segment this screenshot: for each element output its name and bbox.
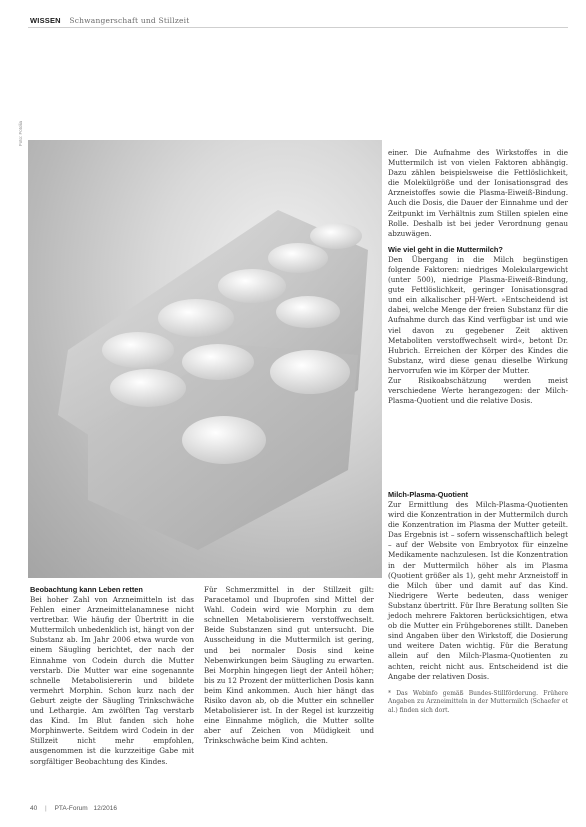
- sidebar-middle: [204, 585, 374, 747]
- running-title: Schwangerschaft und Stillzeit: [69, 16, 190, 25]
- page-footer: [30, 805, 117, 812]
- pills-photo: [28, 140, 382, 578]
- header-divider: [28, 27, 568, 28]
- paragraph-risk-assessment: Zur Risikoabschätzung werden meist verschiedene Werte herangezogen: der Milch-Plasma-Quotient und die relative Dosis.: [388, 375, 568, 406]
- paragraph-observation: Bei hoher Zahl von Arzneimitteln ist das Fehlen einer Arzneimittelanamnese nicht vertretbar. Wie häufig der Übertritt in die Muttermilch unbedenklich ist, hängt von der Substanz ab. Im Jahr 2006 etwa wurde von einem Säugling berichtet, der nach der Einnahme von Codein durch die Mutter verstarb. Die Mutter war eine sogenannte schnelle Metabolisiererin und bildete vermehrt Morphin. Schon kurz nach der Geburt zeigte der Säugling Trinkschwäche und Lethargie. Am zwölften Tag verstarb das Kind. Im Blut fanden sich hohe Morphinwerte. Seitdem wird Codein in der Stillzeit nicht mehr empfohlen, ausgenommen ist die kurzzeitige Gabe mit sorgfältiger Beobachtung des Kindes.: [30, 595, 194, 766]
- issue-number: 12/2016: [93, 805, 117, 812]
- paragraph-milk-transfer: Den Übergang in die Milch begünstigen folgende Faktoren: niedriges Molekulargewicht (unter 500), niedrige Plasma-Eiweiß-Bindung, gute Fettlöslichkeit, geringer Ionisationsgrad und ein alkalischer pH-Wert. »Entscheidend ist dabei, welche Menge der freien Substanz für die Aufnahme durch das Kind verfügbar ist und wie viel davon zu gegebener Zeit aktiven Metaboliten verstoffwechselt wird«, betont Dr. Hubrich. Erreichen der Körper des Kindes die Substanz, wird diese genau dieselbe Wirkung hervorrufen wie im Körper der Mutter.: [388, 254, 568, 375]
- right-column-top: [388, 148, 568, 406]
- heading-milk-transfer: Wie viel geht in die Muttermilch?: [388, 244, 503, 254]
- publication-name: PTA-Forum: [54, 805, 88, 812]
- paragraph-analgesics: Für Schmerzmittel in der Stillzeit gilt: Paracetamol und Ibuprofen sind Mittel der Wahl. Codein wird wie Morphin zu dem schnellen Metabolisierern verstoffwechselt. Beide Substanzen sind gut untersucht. Die Ausscheidung in die Muttermilch ist gering, und bei normaler Dosis sind keine Nebenwirkungen beim Säugling zu erwarten. Bei Morphin hingegen liegt der Anteil höher; bis zu 12 Prozent der mütterlichen Dosis kann beim Kind ankommen. Auch hier hängt das Risiko davon ab, ob die Mutter ein schneller Metabolisierer ist. In der Regel ist kurzzeitig eine Einnahme möglich, die Mutter sollte aber auf Zeichen von Müdigkeit und Trinkschwäche beim Kind achten.: [204, 585, 374, 746]
- sidebar-left: [30, 585, 194, 767]
- footnote: * Das Webinfo gemäß Bundes-Stillförderung. Frühere Angaben zu Arzneimitteln in der Muttermilch (Schaefer et al.) finden sich dort.: [388, 689, 568, 714]
- photo-credit: Foto: Fotolia: [18, 120, 23, 146]
- heading-milk-plasma-quotient: Milch-Plasma-Quotient: [388, 490, 469, 499]
- page-header: [30, 16, 189, 25]
- section-rubric: WISSEN: [30, 16, 61, 25]
- heading-observation: Beobachtung kann Leben retten: [30, 585, 143, 594]
- article-intro: einer. Die Aufnahme des Wirkstoffes in die Muttermilch ist von vielen Faktoren abhängig. Dazu zählen beispielsweise die Fettlöslichkeit, die Molekülgröße und der Ionisationsgrad des Arzneistoffes sowie die Plasma-Eiweiß-Bindung. Auch die Dosis, die Dauer der Einnahme und der Zeitpunkt im Verhältnis zum Stillen spielen eine Rolle. Deshalb ist bei jeder Verordnung genau abzuwägen.: [388, 148, 568, 238]
- footer-separator: |: [45, 805, 47, 812]
- page-number: 40: [30, 805, 38, 812]
- pills-illustration: [28, 140, 382, 578]
- right-column-bottom: [388, 490, 568, 715]
- paragraph-milk-plasma-quotient: Zur Ermittlung des Milch-Plasma-Quotienten wird die Konzentration in der Muttermilch durch die Konzentration im Plasma der Mutter geteilt. Das Ergebnis ist – sofern wissenschaftlich belegt – auf der Website von Embryotox für einzelne Medikamente nachzulesen. Ist die Konzentration in der Muttermilch höher als im Plasma (Quotient größer als 1), geht mehr Arzneistoff in die Milch über und damit auf das Kind. Niedrigere Werte bedeuten, dass weniger Substanz übertritt. Für Ihre Beratung sollten Sie jedoch mehrere Faktoren berücksichtigen, etwa ob die Mutter ein Frühgeborenes stillt. Daneben sind Angaben über den Wirkstoff, die Dosierung und weitere Daten wichtig. Für die Beratung allein auf den Milch-Plasma-Quotienten zu achten, reicht nicht aus. Entscheidend ist die Angabe der relativen Dosis.: [388, 500, 568, 681]
